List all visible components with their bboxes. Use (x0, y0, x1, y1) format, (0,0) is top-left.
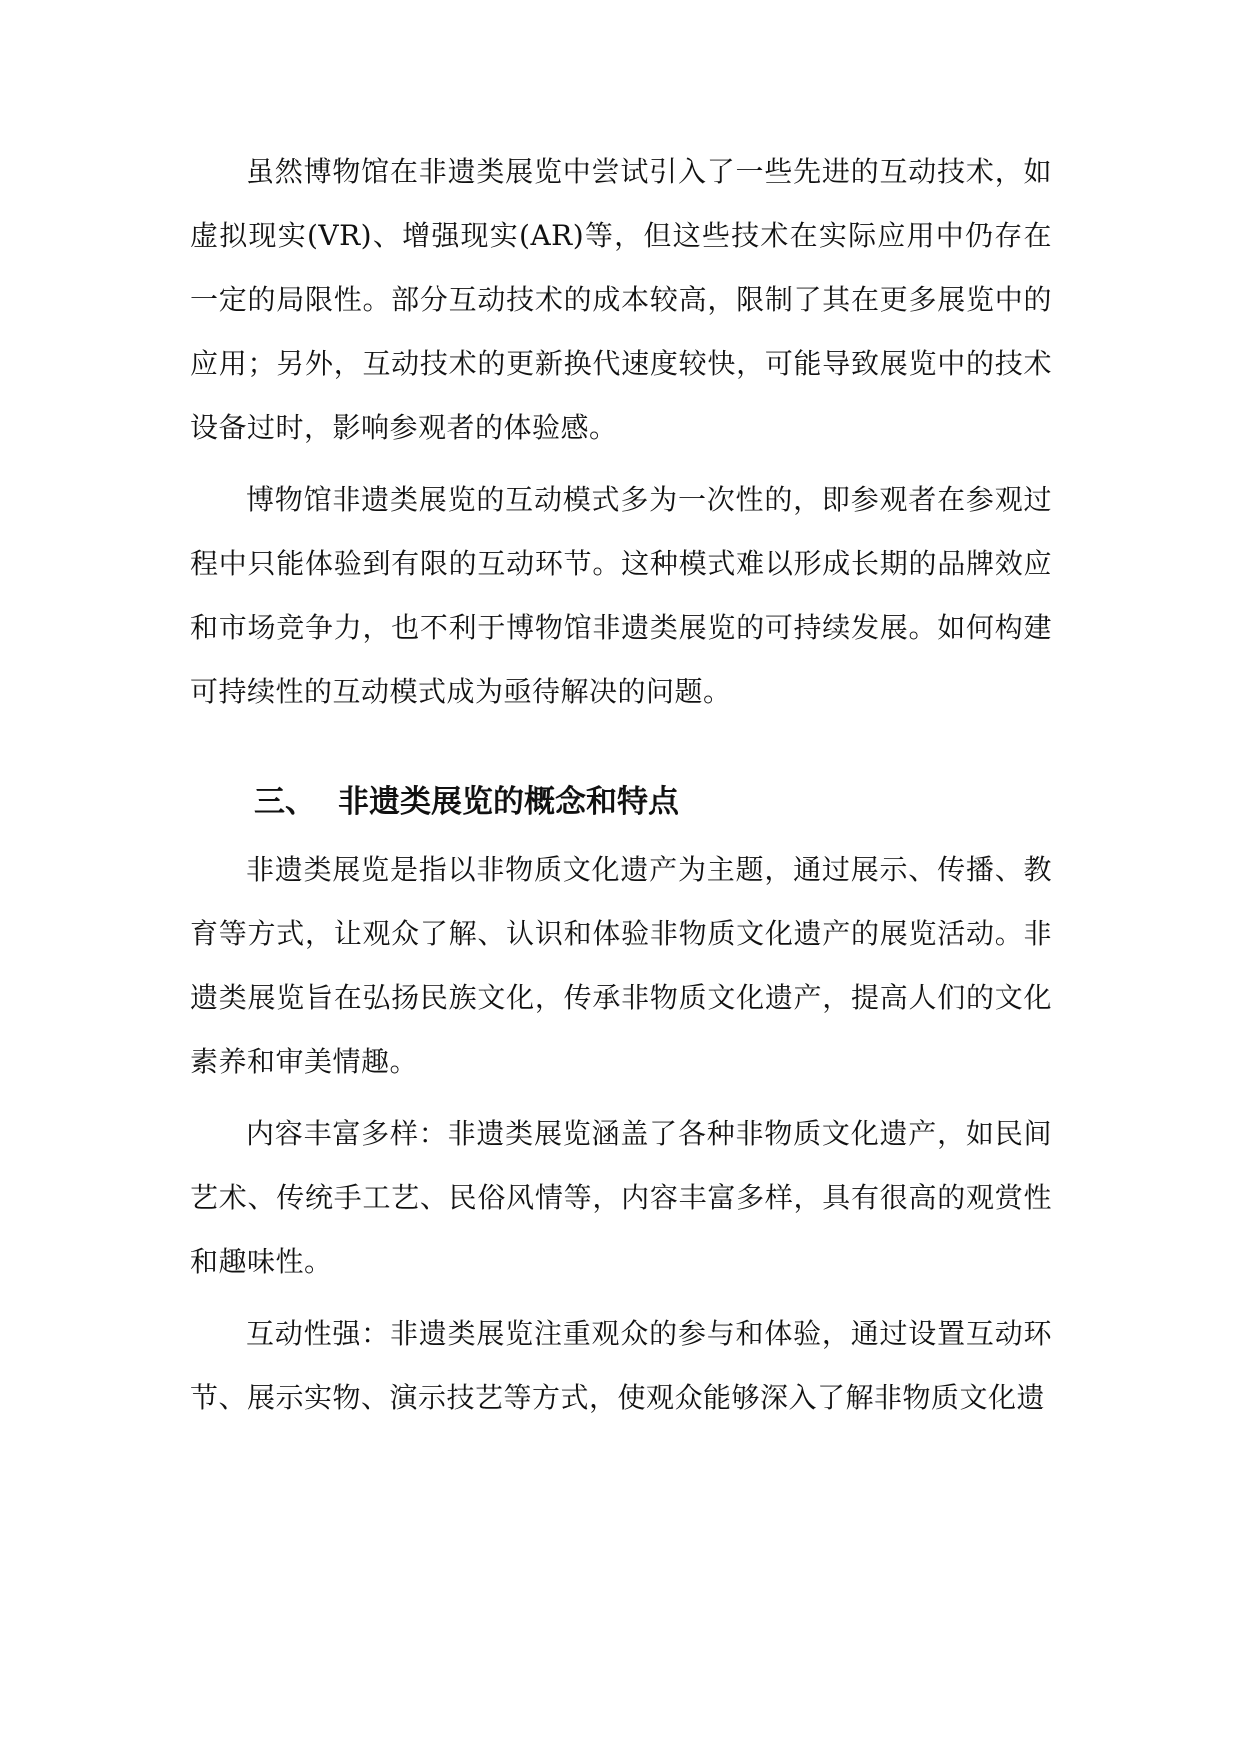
paragraph-rich-content: 内容丰富多样：非遗类展览涵盖了各种非物质文化遗产，如民间艺术、传统手工艺、民俗风情等，内容丰富多样，具有很高的观赏性和趣味性。 (190, 1117, 1052, 1278)
section-title: 非遗类展览的概念和特点 (338, 784, 679, 820)
paragraph-vr-ar-limitations: 虽然博物馆在非遗类展览中尝试引入了一些先进的互动技术，如虚拟现实(VR)、增强现实(AR)等，但这些技术在实际应用中仍存在一定的局限性。部分互动技术的成本较高，限制了其在更多展览中的应用；另外，互动技术的更新换代速度较快，可能导致展览中的技术设备过时，影响参观者的体验感。 (190, 155, 1052, 444)
document-body (190, 140, 1052, 1438)
paragraph-definition: 非遗类展览是指以非物质文化遗产为主题，通过展示、传播、教育等方式，让观众了解、认识和体验非物质文化遗产的展览活动。非遗类展览旨在弘扬民族文化，传承非物质文化遗产，提高人们的文化素养和审美情趣。 (190, 853, 1052, 1078)
section-number: 三、 (254, 784, 316, 820)
paragraph-one-time-interaction: 博物馆非遗类展览的互动模式多为一次性的，即参观者在参观过程中只能体验到有限的互动环节。这种模式难以形成长期的品牌效应和市场竞争力，也不利于博物馆非遗类展览的可持续发展。如何构建可持续性的互动模式成为亟待解决的问题。 (190, 483, 1052, 708)
paragraph-strong-interactivity: 互动性强：非遗类展览注重观众的参与和体验，通过设置互动环节、展示实物、演示技艺等方式，使观众能够深入了解非物质文化遗 (190, 1317, 1052, 1414)
section-heading (190, 772, 1052, 832)
